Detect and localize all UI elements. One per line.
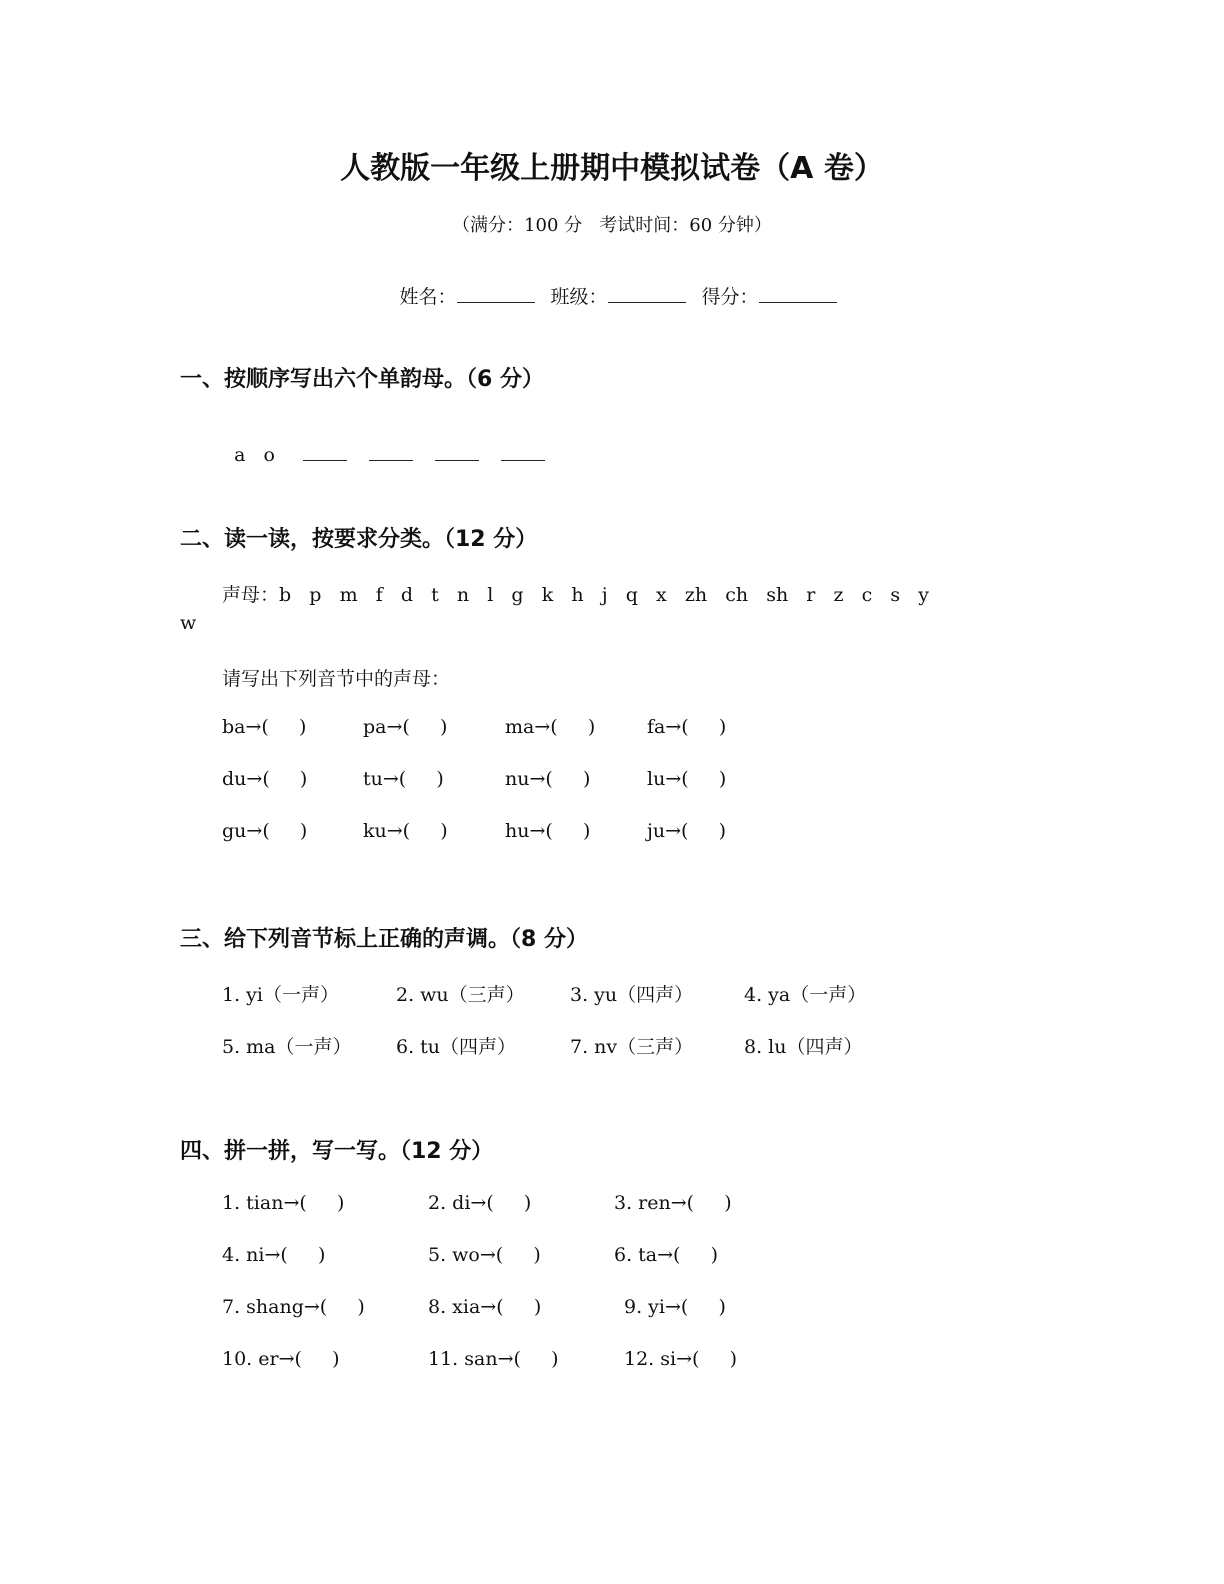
pinyin-item[interactable]: 5. wo→( ) — [428, 1244, 541, 1266]
tone-item[interactable]: 4. ya（一声） — [744, 984, 867, 1006]
answer-blank[interactable] — [435, 442, 479, 461]
tone-item[interactable]: 1. yi（一声） — [222, 984, 339, 1006]
pinyin-item[interactable]: 7. shang→( ) — [222, 1296, 365, 1318]
syllable-item[interactable]: ba→( ) — [222, 716, 307, 738]
syllable-item[interactable]: pa→( ) — [363, 716, 448, 738]
pinyin-item[interactable]: 4. ni→( ) — [222, 1244, 326, 1266]
pinyin-item[interactable]: 1. tian→( ) — [222, 1192, 345, 1214]
syllable-item[interactable]: hu→( ) — [505, 820, 591, 842]
score-label: 得分： — [701, 286, 759, 308]
tone-item[interactable]: 6. tu（四声） — [396, 1036, 517, 1058]
class-blank[interactable] — [608, 284, 686, 303]
answer-blank[interactable] — [369, 442, 413, 461]
answer-blank[interactable] — [303, 442, 347, 461]
student-info-line — [0, 260, 1224, 309]
score-blank[interactable] — [759, 284, 837, 303]
name-blank[interactable] — [457, 284, 535, 303]
syllable-item[interactable]: ku→( ) — [363, 820, 448, 842]
page-title: 人教版一年级上册期中模拟试卷（A 卷） — [340, 151, 884, 186]
pinyin-item[interactable]: 12. si→( ) — [624, 1348, 738, 1370]
pinyin-item[interactable]: 10. er→( ) — [222, 1348, 340, 1370]
syllable-item[interactable]: nu→( ) — [505, 768, 591, 790]
pinyin-item[interactable]: 9. yi→( ) — [624, 1296, 726, 1318]
pinyin-item[interactable]: 6. ta→( ) — [614, 1244, 719, 1266]
tone-item[interactable]: 8. lu（四声） — [744, 1036, 863, 1058]
syllable-item[interactable]: tu→( ) — [363, 768, 444, 790]
tone-item[interactable]: 3. yu（四声） — [570, 984, 694, 1006]
section2-instruction: 请写出下列音节中的声母： — [222, 668, 451, 690]
tone-item[interactable]: 5. ma（一声） — [222, 1036, 352, 1058]
syllable-item[interactable]: gu→( ) — [222, 820, 308, 842]
section2-heading: 二、读一读，按要求分类。（12 分） — [180, 527, 538, 552]
exam-info: （满分：100 分 考试时间：60 分钟） — [452, 215, 772, 236]
answer-blank[interactable] — [501, 442, 545, 461]
section3-heading: 三、给下列音节标上正确的声调。（8 分） — [180, 927, 588, 952]
pinyin-item[interactable]: 8. xia→( ) — [428, 1296, 542, 1318]
name-label: 姓名： — [399, 286, 457, 308]
syllable-item[interactable]: du→( ) — [222, 768, 308, 790]
section1-heading: 一、按顺序写出六个单韵母。（6 分） — [180, 367, 544, 392]
tone-item[interactable]: 7. nv（三声） — [570, 1036, 694, 1058]
section1-answer-line — [222, 420, 567, 466]
pinyin-item[interactable]: 2. di→( ) — [428, 1192, 532, 1214]
pinyin-item[interactable]: 3. ren→( ) — [614, 1192, 732, 1214]
syllable-item[interactable]: ju→( ) — [647, 820, 727, 842]
syllable-item[interactable]: lu→( ) — [647, 768, 727, 790]
given-vowels: a o — [234, 444, 275, 466]
section4-heading: 四、拼一拼，写一写。（12 分） — [180, 1139, 494, 1164]
initials-list-wrap: w — [180, 612, 197, 634]
tone-item[interactable]: 2. wu（三声） — [396, 984, 525, 1006]
class-label: 班级： — [550, 286, 608, 308]
syllable-item[interactable]: fa→( ) — [647, 716, 727, 738]
initials-list: 声母：b p m f d t n l g k h j q x zh ch sh r z c s y — [222, 584, 929, 606]
pinyin-item[interactable]: 11. san→( ) — [428, 1348, 559, 1370]
syllable-item[interactable]: ma→( ) — [505, 716, 596, 738]
